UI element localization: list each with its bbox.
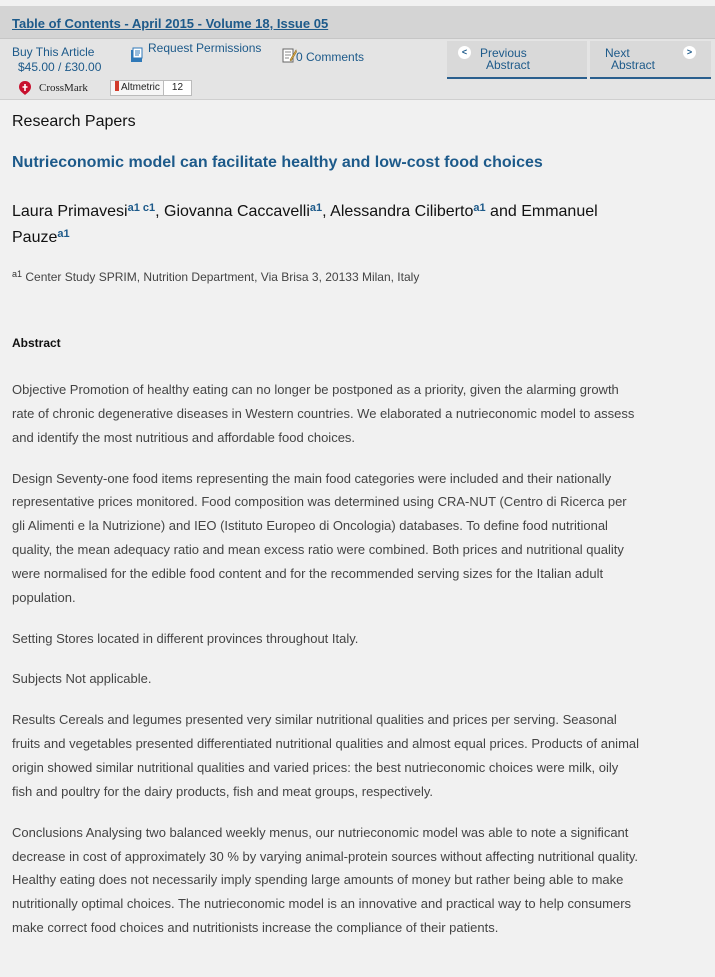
crossmark-label: CrossMark <box>39 82 88 94</box>
altmetric-score: 12 <box>171 82 184 93</box>
author-separator: , <box>322 203 331 220</box>
altmetric-label <box>111 81 164 95</box>
author-affiliation-marker[interactable]: a1 <box>473 202 486 214</box>
author-name[interactable]: Emmanuel Pauze <box>12 203 598 246</box>
toc-bar <box>0 6 715 39</box>
previous-abstract-label <box>480 47 530 71</box>
crossmark-icon <box>18 80 32 96</box>
author-name[interactable]: Laura Primavesi <box>12 203 128 220</box>
request-permissions-link[interactable]: Request Permissions <box>148 41 262 55</box>
next-label-line1: Next <box>605 46 630 60</box>
abstract-paragraph: Setting Stores located in different provinces throughout Italy. <box>12 630 359 646</box>
altmetric-icon <box>115 81 119 91</box>
previous-abstract-button[interactable] <box>447 41 587 79</box>
next-label-line2: Abstract <box>611 58 656 72</box>
next-abstract-button[interactable] <box>590 41 711 79</box>
table-of-contents-link[interactable]: Table of Contents - April 2015 - Volume 18, Issue 05 <box>12 16 329 31</box>
next-abstract-label <box>605 47 655 71</box>
abstract-paragraph: Design Seventy-one food items representing the main food categories were included and their nationally representative prices monitored. Food composition was determined using CRA-NUT (Centro di Ricerca per gli Alimenti e la Nutrizione) and IEO (Istituto Europeo di Oncologia) databases. To define food nutritional quality, the mean adequacy ratio and mean excess ratio were combined. Both prices and nutritional quality were normalised for the edible food content and for the recommended serving sizes for the Italian adult population. <box>12 470 627 605</box>
author-affiliation-marker[interactable]: a1 <box>309 202 323 214</box>
abstract-paragraph: Results Cereals and legumes presented very similar nutritional qualities and prices per serving. Seasonal fruits and vegetables presented differentiated nutritional qualities and almost equal prices. Products of animal origin showed similar nutritional qualities and varied prices: the best nutrieconomic choices were milk, oily fish and poultry for the dairy products, fish and meat groups, respectively. <box>12 712 640 799</box>
previous-label-line2: Abstract <box>486 58 531 72</box>
author-separator: , <box>155 203 165 220</box>
chevron-right-icon: > <box>683 46 696 59</box>
article-toolbar <box>0 39 715 100</box>
abstract-paragraph: Objective Promotion of healthy eating can no longer be postponed as a priority, given the alarming growth rate of chronic degenerative diseases in Western countries. We elaborated a nutrieconomic model to assess and identify the most nutritious and affordable food choices. <box>12 382 635 445</box>
article-title: Nutrieconomic model can facilitate healthy and low-cost food choices <box>12 154 543 171</box>
chevron-left-icon: < <box>458 46 471 59</box>
previous-label-line1: Previous <box>480 46 527 60</box>
affiliation-text: Center Study SPRIM, Nutrition Department, Via Brisa 3, 20133 Milan, Italy <box>25 270 420 284</box>
comments-link[interactable]: 0 Comments <box>296 50 365 64</box>
altmetric-badge[interactable] <box>110 80 192 96</box>
buy-article-link[interactable]: Buy This Article <box>12 45 95 59</box>
affiliation-marker: a1 <box>12 269 23 279</box>
affiliation <box>12 269 419 284</box>
abstract-paragraph: Subjects Not applicable. <box>12 671 152 687</box>
crossmark-badge[interactable] <box>18 80 88 96</box>
author-list <box>12 197 612 249</box>
permissions-icon[interactable] <box>130 47 144 63</box>
abstract-paragraph: Conclusions Analysing two balanced weekly menus, our nutrieconomic model was able to note a significant decrease in cost of approximately 30 % by varying animal-protein sources without affecting nutritional quality. Healthy eating does not necessarily imply spending large amounts of money but rather being able to make nutritionally optimal choices. The nutrieconomic model is an innovative and practical way to help consumers make correct food choices and nutritionists increase the compliance of their patients. <box>12 824 639 936</box>
author-name[interactable]: Giovanna Caccavelli <box>164 203 310 220</box>
comments-icon[interactable] <box>282 47 297 63</box>
article-price: $45.00 / £30.00 <box>18 60 102 74</box>
author-name[interactable]: Alessandra Ciliberto <box>330 203 474 220</box>
altmetric-text: Altmetric <box>121 82 160 93</box>
author-affiliation-marker[interactable]: a1 c1 <box>127 202 156 214</box>
author-separator: and <box>485 203 522 220</box>
abstract-body <box>12 378 640 957</box>
section-label: Research Papers <box>12 113 136 130</box>
abstract-heading: Abstract <box>12 336 61 350</box>
author-affiliation-marker[interactable]: a1 <box>57 228 70 240</box>
